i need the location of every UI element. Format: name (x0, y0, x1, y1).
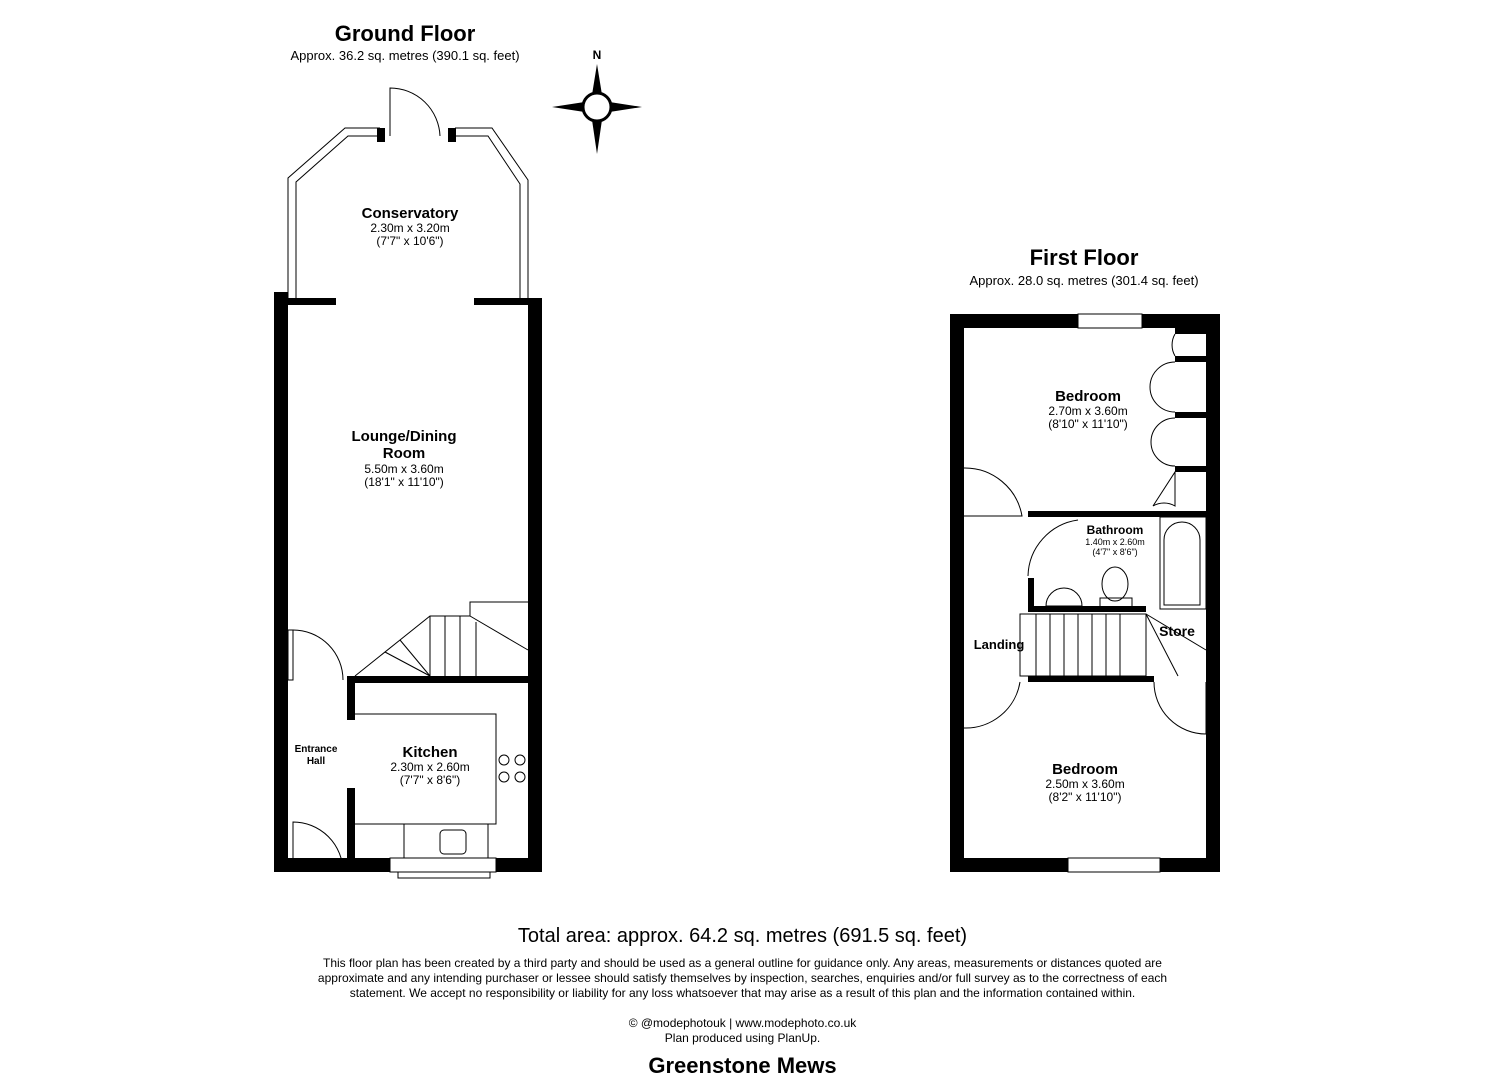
room-size-metric: 2.50m x 3.60m (1045, 777, 1125, 791)
first-floor-area: Approx. 28.0 sq. metres (301.4 sq. feet) (969, 273, 1199, 288)
room-size-imperial: (4'7" x 8'6") (1092, 547, 1138, 557)
room-size-metric: 2.30m x 2.60m (390, 760, 470, 774)
property-name: Greenstone Mews (648, 1053, 837, 1078)
room-name-bedroom-1: Bedroom (1055, 388, 1121, 405)
room-size-metric: 2.70m x 3.60m (1048, 404, 1128, 418)
ground-floor-walls (274, 292, 542, 878)
room-size-metric: 5.50m x 3.60m (364, 462, 444, 476)
room-name-lounge-2: Room (382, 445, 426, 462)
room-size-metric: 2.30m x 3.20m (370, 221, 450, 235)
room-name-entrance-hall: Entrance (294, 744, 338, 755)
room-size-imperial: (7'7" x 8'6") (399, 773, 461, 787)
compass-icon (552, 48, 642, 154)
svg-text:N: N (592, 48, 602, 62)
ground-floor-area: Approx. 36.2 sq. metres (390.1 sq. feet) (290, 48, 520, 63)
disclaimer-line: This floor plan has been created by a third party and should be used as a general outline for guidance only. Any areas, measurements or distances quoted are (323, 956, 1162, 970)
disclaimer-line: statement. We accept no responsibility or liability for any loss whatsoever that may arise as a result of this plan and the information contained within. (349, 986, 1136, 1000)
room-size-imperial: (8'2" x 11'10") (1048, 790, 1122, 804)
produced-by: Plan produced using PlanUp. (664, 1031, 821, 1045)
credit: © @modephotouk | www.modephoto.co.uk (628, 1016, 857, 1030)
room-size-imperial: (8'10" x 11'10") (1048, 417, 1128, 431)
ground-stairs (355, 602, 528, 676)
conservatory-walls (288, 88, 528, 298)
room-size-metric: 1.40m x 2.60m (1085, 537, 1145, 547)
total-area: Total area: approx. 64.2 sq. metres (691.5 sq. feet) (517, 925, 968, 947)
room-name-conservatory: Conservatory (361, 205, 459, 222)
first-floor-title: First Floor (1029, 245, 1139, 270)
room-name-entrance-hall-2: Hall (306, 756, 326, 767)
room-size-imperial: (18'1" x 11'10") (364, 475, 444, 489)
room-name-kitchen: Kitchen (402, 744, 458, 761)
disclaimer-line: approximate and any intending purchaser or lessee should satisfy themselves by inspection, searches, enquiries and/or full survey as to the correctness of each (317, 971, 1168, 985)
room-name-landing: Landing (973, 637, 1025, 652)
ground-floor-title: Ground Floor (334, 21, 476, 46)
room-name-bathroom: Bathroom (1086, 523, 1144, 537)
disclaimer (0, 956, 1485, 1001)
room-name-store: Store (1159, 623, 1195, 639)
room-name-lounge: Lounge/Dining (351, 428, 457, 445)
room-name-bedroom-2: Bedroom (1052, 761, 1118, 778)
room-size-imperial: (7'7" x 10'6") (376, 234, 444, 248)
